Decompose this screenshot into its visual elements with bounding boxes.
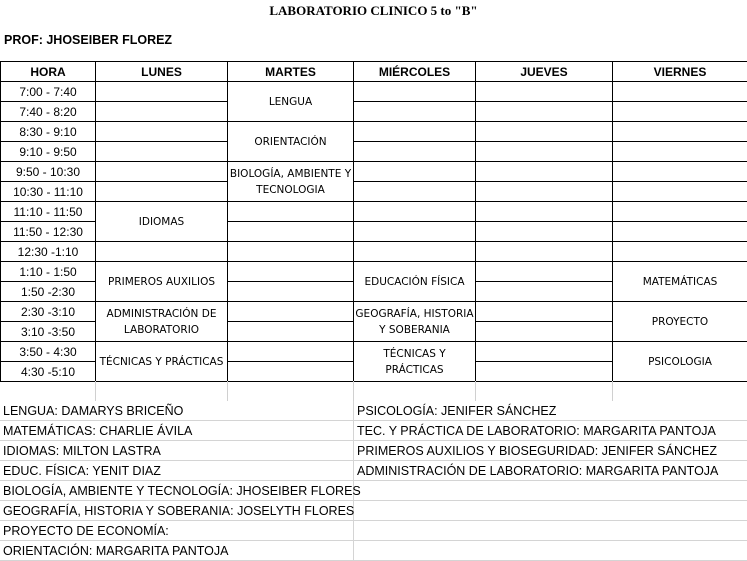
schedule-grid bbox=[0, 61, 747, 381]
header-miercoles: MIÉRCOLES bbox=[354, 62, 476, 82]
hour-cell: 9:10 - 9:50 bbox=[1, 142, 96, 162]
empty-cell bbox=[354, 202, 476, 222]
empty-cell bbox=[613, 242, 747, 262]
empty-cell bbox=[96, 122, 228, 142]
table-row bbox=[1, 262, 747, 282]
empty-cell bbox=[228, 262, 354, 282]
empty-cell bbox=[613, 82, 747, 102]
legend-item: MATEMÁTICAS: CHARLIE ÁVILA bbox=[0, 421, 353, 441]
hour-cell: 11:10 - 11:50 bbox=[1, 202, 96, 222]
hour-cell: 1:50 -2:30 bbox=[1, 282, 96, 302]
legend-item: EDUC. FÍSICA: YENIT DIAZ bbox=[0, 461, 353, 481]
legend-item: PROYECTO DE ECONOMÍA: bbox=[0, 521, 353, 541]
hour-cell: 11:50 - 12:30 bbox=[1, 222, 96, 242]
legend-item: LENGUA: DAMARYS BRICEÑO bbox=[0, 401, 353, 421]
hour-cell: 1:10 - 1:50 bbox=[1, 262, 96, 282]
empty-cell bbox=[613, 222, 747, 242]
empty-cell bbox=[96, 102, 228, 122]
empty-cell bbox=[354, 122, 476, 142]
empty-cell bbox=[354, 102, 476, 122]
hour-cell: 8:30 - 9:10 bbox=[1, 122, 96, 142]
legend-empty bbox=[354, 521, 747, 541]
empty-cell bbox=[354, 182, 476, 202]
empty-cell bbox=[476, 142, 613, 162]
hour-cell: 12:30 -1:10 bbox=[1, 242, 96, 262]
header-row bbox=[1, 62, 747, 82]
subject-tecnicas-lunes: TÉCNICAS Y PRÁCTICAS bbox=[96, 342, 228, 382]
table-row bbox=[1, 342, 747, 362]
subject-proyecto: PROYECTO bbox=[613, 302, 747, 342]
empty-cell bbox=[613, 142, 747, 162]
empty-cell bbox=[476, 362, 613, 382]
empty-cell bbox=[613, 102, 747, 122]
empty-cell bbox=[476, 102, 613, 122]
table-row bbox=[1, 82, 747, 102]
empty-cell bbox=[228, 202, 354, 222]
legend-empty bbox=[354, 541, 747, 561]
empty-cell bbox=[476, 262, 613, 282]
hour-cell: 9:50 - 10:30 bbox=[1, 162, 96, 182]
empty-cell bbox=[476, 122, 613, 142]
schedule-table bbox=[0, 61, 747, 382]
empty-cell bbox=[354, 222, 476, 242]
subject-lengua: LENGUA bbox=[228, 82, 354, 122]
hour-cell: 4:30 -5:10 bbox=[1, 362, 96, 382]
subject-tecnicas-miercoles: TÉCNICAS Y PRÁCTICAS bbox=[354, 342, 476, 382]
legend-item: IDIOMAS: MILTON LASTRA bbox=[0, 441, 353, 461]
legend-empty bbox=[354, 501, 747, 521]
gridline bbox=[353, 381, 354, 401]
table-row bbox=[1, 242, 747, 262]
table-row bbox=[1, 122, 747, 142]
subject-primeros-auxilios: PRIMEROS AUXILIOS bbox=[96, 262, 228, 302]
spacer-row bbox=[0, 381, 747, 401]
subject-educacion-fisica: EDUCACIÓN FÍSICA bbox=[354, 262, 476, 302]
subject-orientacion: ORIENTACIÓN bbox=[228, 122, 354, 162]
subject-biologia: BIOLOGÍA, AMBIENTE Y TECNOLOGIA bbox=[228, 162, 354, 202]
teacher-legend bbox=[0, 401, 747, 561]
legend-item: ADMINISTRACIÓN DE LABORATORIO: MARGARITA PANTOJA bbox=[354, 461, 747, 481]
empty-cell bbox=[476, 162, 613, 182]
table-row bbox=[1, 142, 747, 162]
empty-cell bbox=[96, 162, 228, 182]
empty-cell bbox=[476, 202, 613, 222]
table-row bbox=[1, 302, 747, 322]
empty-cell bbox=[96, 82, 228, 102]
table-row bbox=[1, 202, 747, 222]
hour-cell: 10:30 - 11:10 bbox=[1, 182, 96, 202]
empty-cell bbox=[476, 82, 613, 102]
empty-cell bbox=[613, 202, 747, 222]
header-viernes: VIERNES bbox=[613, 62, 747, 82]
gridline bbox=[95, 381, 96, 401]
empty-cell bbox=[476, 242, 613, 262]
empty-cell bbox=[228, 222, 354, 242]
header-martes: MARTES bbox=[228, 62, 354, 82]
teacher-label: PROF: JHOSEIBER FLOREZ bbox=[4, 33, 173, 47]
empty-cell bbox=[476, 322, 613, 342]
empty-cell bbox=[228, 242, 354, 262]
empty-cell bbox=[228, 362, 354, 382]
empty-cell bbox=[354, 242, 476, 262]
legend-item: TEC. Y PRÁCTICA DE LABORATORIO: MARGARITA PANTOJA bbox=[354, 421, 747, 441]
legend-item: GEOGRAFÍA, HISTORIA Y SOBERANIA: JOSELYTH FLORES bbox=[0, 501, 353, 521]
hour-cell: 3:10 -3:50 bbox=[1, 322, 96, 342]
hour-cell: 7:40 - 8:20 bbox=[1, 102, 96, 122]
gridline bbox=[475, 381, 476, 401]
gridline bbox=[612, 381, 613, 401]
hour-cell: 2:30 -3:10 bbox=[1, 302, 96, 322]
hour-cell: 3:50 - 4:30 bbox=[1, 342, 96, 362]
empty-cell bbox=[354, 82, 476, 102]
empty-cell bbox=[613, 122, 747, 142]
empty-cell bbox=[476, 302, 613, 322]
legend-item: PSICOLOGÍA: JENIFER SÁNCHEZ bbox=[354, 401, 747, 421]
subject-matematicas: MATEMÁTICAS bbox=[613, 262, 747, 302]
subject-idiomas: IDIOMAS bbox=[96, 202, 228, 242]
header-hora: HORA bbox=[1, 62, 96, 82]
empty-cell bbox=[228, 342, 354, 362]
table-row bbox=[1, 102, 747, 122]
empty-cell bbox=[228, 322, 354, 342]
legend-item: BIOLOGÍA, AMBIENTE Y TECNOLOGÍA: JHOSEIBER FLORES bbox=[0, 481, 353, 501]
empty-cell bbox=[96, 142, 228, 162]
empty-cell bbox=[476, 282, 613, 302]
empty-cell bbox=[96, 242, 228, 262]
empty-cell bbox=[354, 162, 476, 182]
empty-cell bbox=[228, 282, 354, 302]
empty-cell bbox=[476, 342, 613, 362]
header-jueves: JUEVES bbox=[476, 62, 613, 82]
empty-cell bbox=[613, 182, 747, 202]
header-lunes: LUNES bbox=[96, 62, 228, 82]
gridline bbox=[227, 381, 228, 401]
empty-cell bbox=[476, 222, 613, 242]
subject-geografia: GEOGRAFÍA, HISTORIA Y SOBERANIA bbox=[354, 302, 476, 342]
subject-psicologia: PSICOLOGIA bbox=[613, 342, 747, 382]
page-title: LABORATORIO CLINICO 5 to "B" bbox=[269, 3, 478, 18]
empty-cell bbox=[476, 182, 613, 202]
table-row bbox=[1, 182, 747, 202]
subject-administracion: ADMINISTRACIÓN DE LABORATORIO bbox=[96, 302, 228, 342]
empty-cell bbox=[96, 182, 228, 202]
table-row bbox=[1, 162, 747, 182]
empty-cell bbox=[613, 162, 747, 182]
legend-item: PRIMEROS AUXILIOS Y BIOSEGURIDAD: JENIFER SÁNCHEZ bbox=[354, 441, 747, 461]
legend-empty bbox=[354, 481, 747, 501]
empty-cell bbox=[228, 302, 354, 322]
hour-cell: 7:00 - 7:40 bbox=[1, 82, 96, 102]
legend-item: ORIENTACIÓN: MARGARITA PANTOJA bbox=[0, 541, 353, 561]
empty-cell bbox=[354, 142, 476, 162]
